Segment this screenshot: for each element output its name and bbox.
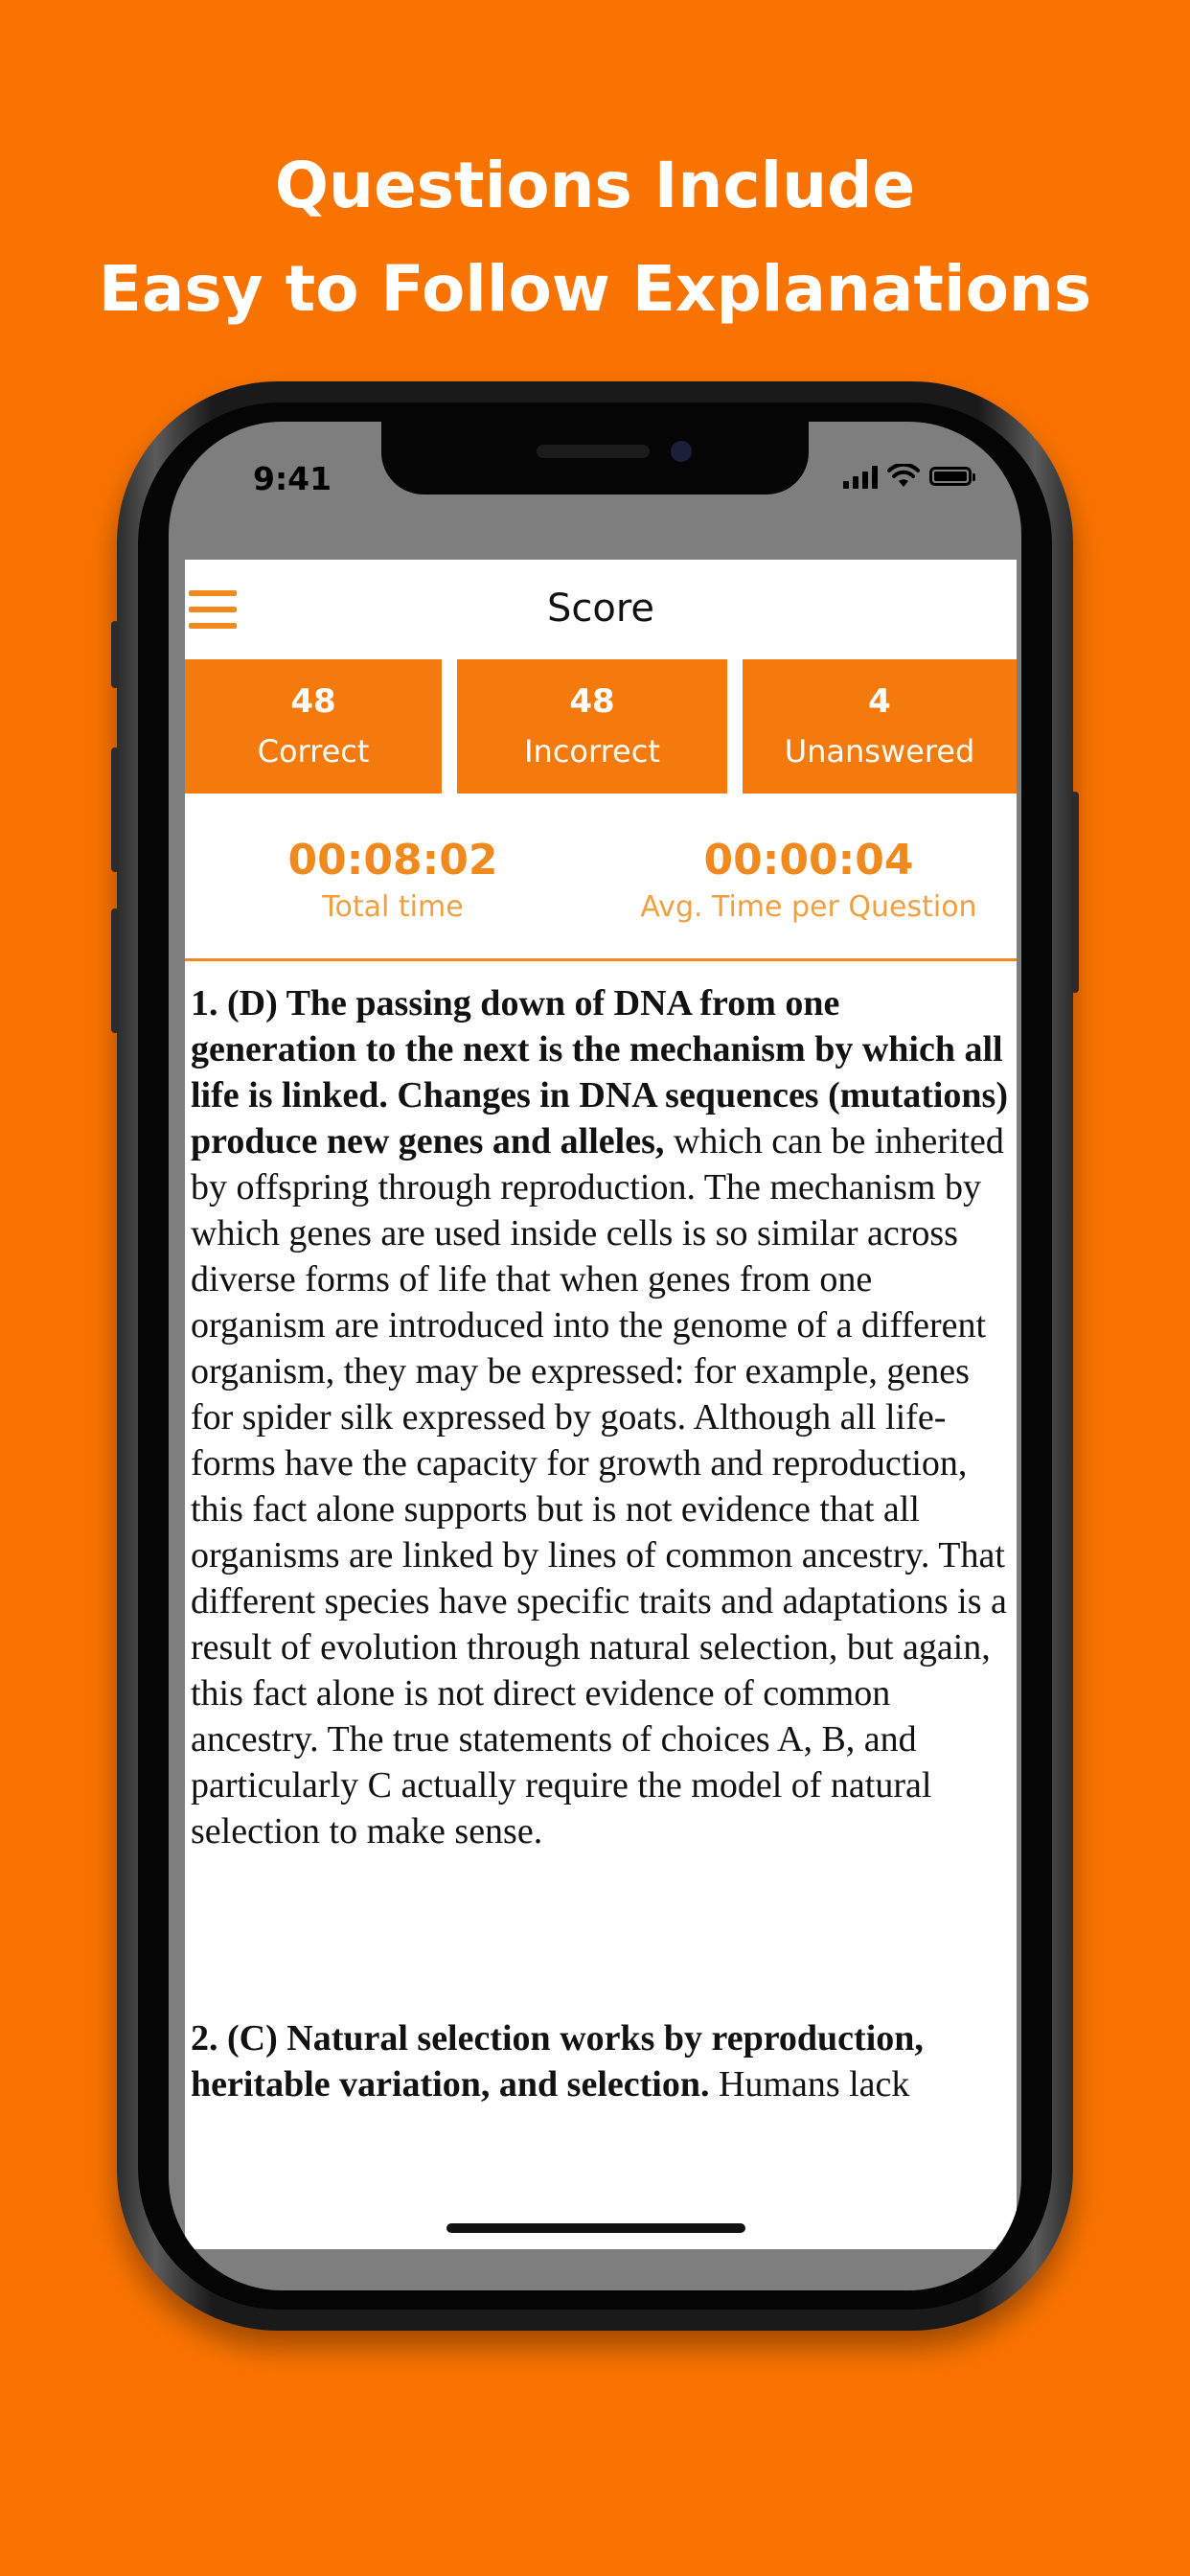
unanswered-score-tile [743, 659, 1017, 794]
phone-silent-switch [111, 621, 119, 688]
score-screen [185, 560, 1017, 2249]
front-camera [671, 441, 692, 462]
phone-volume-down-button [111, 908, 119, 1033]
correct-score-tile [185, 659, 442, 794]
explanation-item [191, 980, 1011, 1854]
total-time-value: 00:08:02 [287, 836, 498, 885]
unanswered-label: Unanswered [784, 733, 975, 770]
headline-line-1: Questions Include [274, 149, 916, 222]
phone-volume-up-button [111, 748, 119, 872]
explanation-text: which can be inherited by offspring through reproduction. The mechanism by which genes are used inside cells is so similar across diverse forms of life that when genes from one organism are introduced into the genome of a different organism, they may be expressed: for example, genes for spider silk expressed by goats. Although all life-forms have the capacity for growth and reproduction, this fact alone supports but is not evidence that all organisms are linked by lines of common ancestry. That different species have specific traits and adaptations is a result of evolution through natural selection, but again, this fact alone is not direct evidence of common ancestry. The true statements of choices A, B, and particularly C actually require the model of natural selection to make sense. [191, 1121, 1007, 1852]
explanation-text: Humans lack [709, 2064, 910, 2104]
average-time [601, 794, 1017, 958]
correct-label: Correct [257, 733, 370, 770]
battery-icon [929, 467, 972, 486]
page-title: Score [546, 586, 655, 631]
phone-power-button [1071, 792, 1079, 993]
explanation-item [191, 2015, 1011, 2107]
phone-screen [169, 422, 1021, 2290]
total-time [185, 794, 601, 958]
unanswered-count: 4 [868, 682, 891, 721]
explanation-answer: 2. (C) Natural selection works by reproduction, heritable variation, and selection. [191, 2018, 924, 2104]
status-time: 9:41 [253, 460, 332, 497]
wifi-icon [887, 464, 920, 489]
status-icons [843, 462, 972, 491]
average-time-label: Avg. Time per Question [640, 890, 977, 924]
explanations-list[interactable] [185, 961, 1017, 2107]
home-indicator[interactable] [446, 2223, 745, 2233]
speaker-grille [537, 445, 650, 458]
incorrect-count: 48 [569, 682, 615, 721]
notch [381, 422, 809, 494]
score-summary [185, 659, 1017, 794]
incorrect-score-tile [457, 659, 727, 794]
total-time-label: Total time [322, 890, 464, 924]
headline-line-2: Easy to Follow Explanations [98, 252, 1092, 326]
timing-summary [185, 794, 1017, 961]
cellular-signal-icon [843, 464, 878, 489]
explanation-answer: 1. (D) The passing down of DNA from one generation to the next is the mechanism by which all life is linked. Changes in DNA sequences (mutations) produce new genes and alleles, [191, 983, 1008, 1162]
navigation-bar [185, 560, 1017, 659]
correct-count: 48 [290, 682, 336, 721]
average-time-value: 00:00:04 [703, 836, 914, 885]
incorrect-label: Incorrect [524, 733, 660, 770]
promo-headline [0, 134, 1190, 341]
